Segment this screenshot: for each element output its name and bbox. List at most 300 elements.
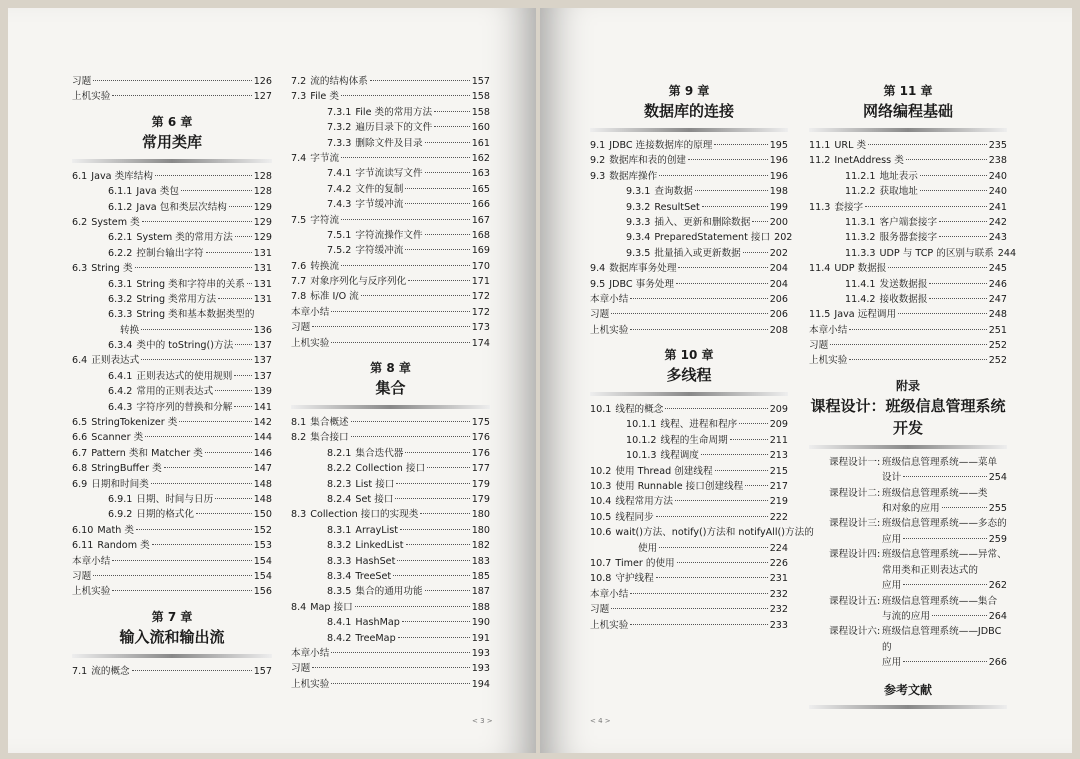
leader-dots xyxy=(247,283,252,284)
leader-dots xyxy=(179,421,251,422)
toc-page: 183 xyxy=(471,555,490,567)
chapter-number: 第 6 章 xyxy=(151,114,193,129)
toc-title: 获取地址 xyxy=(879,186,918,198)
toc-page: 171 xyxy=(471,276,490,288)
toc-page: 209 xyxy=(769,404,788,416)
toc-entry xyxy=(590,292,788,307)
toc-number: 6.2.1 xyxy=(108,232,133,244)
toc-title: 本章小结 xyxy=(590,293,629,305)
leader-dots xyxy=(425,590,470,591)
toc-page: 191 xyxy=(471,632,490,644)
toc-page: 173 xyxy=(471,322,490,334)
leader-dots xyxy=(341,219,470,220)
leader-dots xyxy=(678,267,767,268)
leader-dots xyxy=(932,615,987,616)
leader-dots xyxy=(714,144,767,145)
toc-page: 170 xyxy=(471,260,490,272)
toc-number: 7.4.1 xyxy=(327,168,352,180)
toc-title: URL 类 xyxy=(834,140,867,151)
toc-page: 240 xyxy=(988,186,1007,198)
leader-dots xyxy=(112,95,251,96)
toc-entry xyxy=(72,292,272,307)
toc-number: 7.5.2 xyxy=(327,245,352,257)
toc-number: 8.3.5 xyxy=(327,586,352,598)
toc-entry xyxy=(72,184,272,199)
toc-page: 147 xyxy=(253,463,272,475)
leader-dots xyxy=(112,590,251,591)
toc-page: 193 xyxy=(471,647,490,659)
toc-number: 6.5 xyxy=(72,417,88,429)
toc-page: 198 xyxy=(769,186,788,198)
toc-title: 集合的通用功能 xyxy=(355,586,423,598)
chapter-title: 多线程 xyxy=(666,366,712,385)
toc-page: 165 xyxy=(471,183,490,195)
toc-number: 8.2.2 xyxy=(327,463,352,475)
toc-number: 6.9 xyxy=(72,478,88,490)
toc-title: 守护线程 xyxy=(615,573,654,585)
toc-title: 字节流 xyxy=(310,152,340,164)
toc-number: 8.2.3 xyxy=(327,478,352,490)
chapter-number: 第 9 章 xyxy=(668,84,710,98)
toc-page: 199 xyxy=(769,201,788,213)
toc-entry xyxy=(291,274,490,289)
leader-dots xyxy=(434,111,470,112)
leader-dots xyxy=(656,577,768,578)
toc-entry xyxy=(291,477,490,492)
toc-title: 日期和时间类 xyxy=(91,478,149,490)
toc-title: Collection 接口 xyxy=(355,463,426,475)
leader-dots xyxy=(331,683,469,684)
toc-page: 137 xyxy=(253,340,272,352)
leader-dots xyxy=(702,206,768,207)
toc-page: 127 xyxy=(253,91,272,103)
leader-dots xyxy=(406,544,470,545)
design-line: 班级信息管理系统——多态的 xyxy=(882,518,1007,530)
appendix-title-line2: 开发 xyxy=(892,418,923,437)
toc-page: 179 xyxy=(471,493,490,505)
toc-number: 11.3.2 xyxy=(845,232,876,244)
toc-entry xyxy=(590,402,788,417)
toc-page: 163 xyxy=(471,168,490,180)
toc-column-4 xyxy=(809,72,1017,715)
toc-entry xyxy=(72,353,272,368)
design-body xyxy=(882,547,1007,593)
toc-page: 136 xyxy=(253,324,272,336)
leader-dots xyxy=(93,575,252,576)
toc-page: 248 xyxy=(988,309,1007,321)
toc-entry xyxy=(590,602,788,617)
toc-entry xyxy=(809,138,1007,153)
toc-page: 264 xyxy=(988,610,1007,622)
toc-number: 9.4 xyxy=(590,263,606,275)
toc-number: 9.1 xyxy=(590,140,606,151)
toc-entry xyxy=(291,415,490,430)
design-label: 课程设计一: xyxy=(829,456,881,468)
toc-entry xyxy=(72,277,272,292)
leader-dots xyxy=(361,295,470,296)
toc-entry xyxy=(291,646,490,661)
chapter-heading xyxy=(590,82,788,122)
toc-title: 习题 xyxy=(291,663,311,675)
toc-title: String 类 xyxy=(91,263,133,275)
leader-dots xyxy=(405,249,469,250)
leader-dots xyxy=(849,329,986,330)
design-body xyxy=(882,516,1007,547)
toc-title: 服务器套接字 xyxy=(879,232,938,244)
toc-title: 字符序列的替换和分解 xyxy=(136,401,233,413)
toc-page: 156 xyxy=(253,586,272,598)
toc-title: 查询数据 xyxy=(654,186,693,198)
toc-title: 上机实验 xyxy=(590,619,629,631)
toc-page: 213 xyxy=(769,450,788,462)
toc-entry xyxy=(72,261,272,276)
toc-number: 6.2 xyxy=(72,216,88,228)
toc-title: 流的概念 xyxy=(91,665,130,677)
toc-page: 129 xyxy=(253,216,272,228)
toc-number: 10.2 xyxy=(590,465,612,477)
toc-entry xyxy=(291,151,490,166)
toc-title: 批量插入或更新数据 xyxy=(654,247,741,259)
leader-dots xyxy=(341,95,470,96)
leader-dots xyxy=(206,252,252,253)
leader-dots xyxy=(351,436,470,437)
toc-title: ArrayList xyxy=(355,524,399,536)
leader-dots xyxy=(151,483,252,484)
toc-title: 转换流 xyxy=(310,260,340,272)
toc-page: 162 xyxy=(471,152,490,164)
toc-number: 10.6 xyxy=(590,527,612,539)
toc-entry xyxy=(72,384,272,399)
toc-title: 本章小结 xyxy=(809,324,848,336)
toc-title: JDBC 事务处理 xyxy=(609,278,675,290)
toc-number: 8.3.1 xyxy=(327,524,352,536)
design-line: 班级信息管理系统——菜单 xyxy=(882,456,998,468)
toc-page: 254 xyxy=(988,472,1007,484)
toc-entry xyxy=(590,587,788,602)
leader-dots xyxy=(830,344,987,345)
toc-entry xyxy=(590,184,788,199)
toc-page: 188 xyxy=(471,601,490,613)
toc-entry xyxy=(809,353,1007,368)
toc-entry xyxy=(590,448,788,463)
toc-number: 8.3.2 xyxy=(327,540,352,552)
design-line: 与流的应用 xyxy=(882,610,930,622)
toc-number: 7.3.1 xyxy=(327,106,352,118)
toc-title: UDP 数据报 xyxy=(834,263,887,275)
design-body xyxy=(882,624,1007,670)
toc-entry xyxy=(291,305,490,320)
toc-entry xyxy=(590,571,788,586)
toc-entry xyxy=(291,631,490,646)
toc-number: 11.2.1 xyxy=(845,170,876,182)
toc-page: 215 xyxy=(769,465,788,477)
toc-page: 131 xyxy=(253,293,272,305)
toc-entry xyxy=(291,615,490,630)
toc-entry xyxy=(809,338,1007,353)
toc-entry-continuation xyxy=(72,323,272,338)
references-heading xyxy=(809,681,1007,699)
leader-dots xyxy=(351,421,470,422)
toc-entry xyxy=(72,523,272,538)
toc-title: 习题 xyxy=(72,570,92,582)
toc-entry xyxy=(291,569,490,584)
toc-title: 上机实验 xyxy=(291,678,330,690)
design-last-line xyxy=(882,470,1007,485)
toc-number: 10.3 xyxy=(590,481,612,493)
toc-page: 131 xyxy=(253,278,272,290)
chapter-number: 第 11 章 xyxy=(883,84,933,98)
toc-number: 6.11 xyxy=(72,540,94,552)
leader-dots xyxy=(181,190,252,191)
toc-entry xyxy=(590,433,788,448)
design-label: 课程设计二: xyxy=(829,487,881,499)
toc-title: Timer 的使用 xyxy=(615,558,675,569)
toc-page: 176 xyxy=(471,447,490,459)
toc-page: 169 xyxy=(471,245,490,257)
leader-dots xyxy=(903,538,987,539)
toc-title: JDBC 连接数据库的原理 xyxy=(609,140,713,151)
chapter-title: 集合 xyxy=(375,379,406,398)
toc-title: InetAddress 类 xyxy=(834,155,904,167)
leader-dots xyxy=(235,236,252,237)
toc-title: 习题 xyxy=(72,76,92,87)
design-label: 课程设计三: xyxy=(829,518,881,530)
toc-number: 11.4 xyxy=(809,263,831,275)
leader-dots xyxy=(929,283,986,284)
toc-page: 255 xyxy=(988,503,1007,515)
toc-number: 8.4 xyxy=(291,601,307,613)
toc-entry xyxy=(72,538,272,553)
leader-dots xyxy=(132,670,252,671)
leader-dots xyxy=(152,544,252,545)
toc-entry xyxy=(809,215,1007,230)
toc-page: 128 xyxy=(253,186,272,198)
toc-title: Set 接口 xyxy=(355,493,394,505)
toc-page: 177 xyxy=(471,463,490,475)
leader-dots xyxy=(659,547,768,548)
toc-number: 7.6 xyxy=(291,260,307,272)
leader-dots xyxy=(420,513,469,514)
toc-title: 删除文件及目录 xyxy=(355,137,423,149)
leader-dots xyxy=(425,142,470,143)
chapter-heading xyxy=(590,346,788,386)
toc-entry xyxy=(72,584,272,599)
toc-title: 套接字 xyxy=(834,201,864,213)
leader-dots xyxy=(218,298,252,299)
design-body xyxy=(882,486,1007,517)
toc-title: 常用的正则表达式 xyxy=(136,386,214,398)
leader-dots xyxy=(112,560,251,561)
toc-entry xyxy=(291,600,490,615)
leader-dots xyxy=(135,267,252,268)
leader-dots xyxy=(141,359,251,360)
toc-page: 161 xyxy=(471,137,490,149)
toc-entry xyxy=(72,477,272,492)
leader-dots xyxy=(408,280,469,281)
toc-title: 数据库操作 xyxy=(609,170,658,182)
toc-number: 7.4.3 xyxy=(327,199,352,211)
leader-dots xyxy=(341,157,470,158)
toc-title: 正则表达式的使用规则 xyxy=(136,370,233,382)
toc-title: wait()方法、notify()方法和 notifyAll()方法的 xyxy=(615,527,814,539)
toc-entry xyxy=(72,507,272,522)
toc-entry xyxy=(291,74,490,89)
toc-title: 数据库和表的创建 xyxy=(609,155,687,167)
toc-page: 204 xyxy=(769,263,788,275)
leader-dots xyxy=(677,562,768,563)
toc-number: 9.3.1 xyxy=(626,186,651,198)
leader-dots xyxy=(920,175,987,176)
toc-entry xyxy=(590,494,788,509)
toc-entry xyxy=(291,584,490,599)
toc-number: 6.4.3 xyxy=(108,401,133,413)
toc-entry xyxy=(72,307,272,322)
toc-number: 6.3.1 xyxy=(108,278,133,290)
heading-rule xyxy=(809,128,1007,132)
leader-dots xyxy=(215,498,252,499)
toc-number: 11.4.2 xyxy=(845,293,876,305)
toc-entry xyxy=(590,510,788,525)
toc-title: 线程、进程和程序 xyxy=(660,419,738,431)
toc-title: Pattern 类和 Matcher 类 xyxy=(91,447,203,459)
toc-title: 上机实验 xyxy=(809,355,848,367)
toc-title: HashSet xyxy=(355,555,396,567)
toc-title: 字符流 xyxy=(310,214,340,226)
toc-entry xyxy=(291,259,490,274)
heading-rule xyxy=(590,392,788,396)
toc-page: 247 xyxy=(988,293,1007,305)
toc-number: 6.10 xyxy=(72,524,94,536)
toc-title: 习题 xyxy=(590,309,610,321)
toc-entry xyxy=(291,677,490,692)
toc-title: 文件的复制 xyxy=(355,183,404,195)
toc-title: File 类 xyxy=(310,91,339,103)
toc-title: 线程常用方法 xyxy=(615,496,673,508)
toc-entry xyxy=(72,430,272,445)
toc-entry xyxy=(590,479,788,494)
toc-number: 6.1.2 xyxy=(108,201,133,213)
design-body xyxy=(882,455,1007,486)
design-line: 应用 xyxy=(882,533,902,545)
toc-entry xyxy=(809,307,1007,322)
chapter-heading xyxy=(72,608,272,648)
leader-dots xyxy=(730,439,768,440)
toc-entry xyxy=(590,417,788,432)
toc-page: 168 xyxy=(471,229,490,241)
toc-title: 本章小结 xyxy=(72,555,111,567)
toc-number: 6.4 xyxy=(72,355,88,367)
toc-entry xyxy=(590,618,788,633)
toc-number: 7.7 xyxy=(291,276,307,288)
toc-entry xyxy=(72,554,272,569)
toc-page: 139 xyxy=(253,386,272,398)
heading-rule xyxy=(291,405,490,409)
leader-dots xyxy=(93,80,252,81)
toc-title: 上机实验 xyxy=(72,586,111,598)
leader-dots xyxy=(370,80,470,81)
toc-number: 11.4.1 xyxy=(845,278,876,290)
toc-column-2 xyxy=(291,74,490,692)
toc-page: 232 xyxy=(769,604,788,616)
toc-entry xyxy=(590,230,793,245)
toc-title: 接收数据报 xyxy=(879,293,928,305)
toc-title: 上机实验 xyxy=(72,91,111,103)
leader-dots xyxy=(939,236,987,237)
toc-entry xyxy=(809,169,1007,184)
toc-page: 262 xyxy=(988,580,1007,592)
toc-page: 141 xyxy=(253,401,272,413)
leader-dots xyxy=(688,159,768,160)
toc-entry xyxy=(809,277,1007,292)
leader-dots xyxy=(665,408,767,409)
toc-entry xyxy=(590,525,814,540)
leader-dots xyxy=(676,283,768,284)
toc-page: 179 xyxy=(471,478,490,490)
toc-title: 客户端套接字 xyxy=(879,216,938,228)
leader-dots xyxy=(611,313,768,314)
toc-number: 9.3.2 xyxy=(626,201,651,213)
toc-page: 137 xyxy=(253,370,272,382)
toc-number: 6.4.1 xyxy=(108,370,133,382)
chapter-heading xyxy=(72,113,272,153)
toc-number: 8.4.2 xyxy=(327,632,352,644)
leader-dots xyxy=(752,221,767,222)
toc-number: 9.3 xyxy=(590,170,606,182)
toc-title: Collection 接口的实现类 xyxy=(310,509,419,521)
toc-title: TreeMap xyxy=(355,632,396,644)
toc-page: 142 xyxy=(253,417,272,429)
toc-title: String 类常用方法 xyxy=(136,293,217,305)
leader-dots xyxy=(425,234,470,235)
toc-title: 习题 xyxy=(291,322,311,334)
toc-entry xyxy=(72,400,272,415)
leader-dots xyxy=(903,584,987,585)
toc-title: StringBuffer 类 xyxy=(91,463,162,475)
toc-entry xyxy=(72,492,272,507)
toc-page: 196 xyxy=(769,155,788,167)
leader-dots xyxy=(739,423,767,424)
toc-number: 6.3 xyxy=(72,263,88,275)
leader-dots xyxy=(405,452,469,453)
toc-column-3 xyxy=(590,72,814,633)
leader-dots xyxy=(920,190,987,191)
toc-entry xyxy=(291,120,490,135)
toc-page: 219 xyxy=(769,496,788,508)
toc-entry xyxy=(590,215,788,230)
right-page xyxy=(540,8,1072,753)
appendix-title-line1: 课程设计：班级信息管理系统 xyxy=(810,396,1006,415)
toc-title: 集合概述 xyxy=(310,417,349,429)
toc-title: 地址表示 xyxy=(879,170,918,182)
toc-number: 10.7 xyxy=(590,558,612,569)
toc-number: 6.2.2 xyxy=(108,247,133,259)
toc-number: 10.5 xyxy=(590,511,612,523)
course-design-entry xyxy=(809,547,1007,593)
toc-entry xyxy=(291,507,490,522)
toc-page: 200 xyxy=(769,216,788,228)
heading-rule xyxy=(809,705,1007,709)
toc-page: 251 xyxy=(988,324,1007,336)
toc-title: 集合接口 xyxy=(310,432,349,444)
toc-page: 182 xyxy=(471,540,490,552)
leader-dots xyxy=(743,252,768,253)
toc-page: 196 xyxy=(769,170,788,182)
toc-title: ResultSet xyxy=(654,201,700,213)
toc-title: System 类的常用方法 xyxy=(136,232,233,244)
heading-rule xyxy=(590,128,788,132)
toc-entry xyxy=(809,184,1007,199)
toc-entry xyxy=(291,492,490,507)
